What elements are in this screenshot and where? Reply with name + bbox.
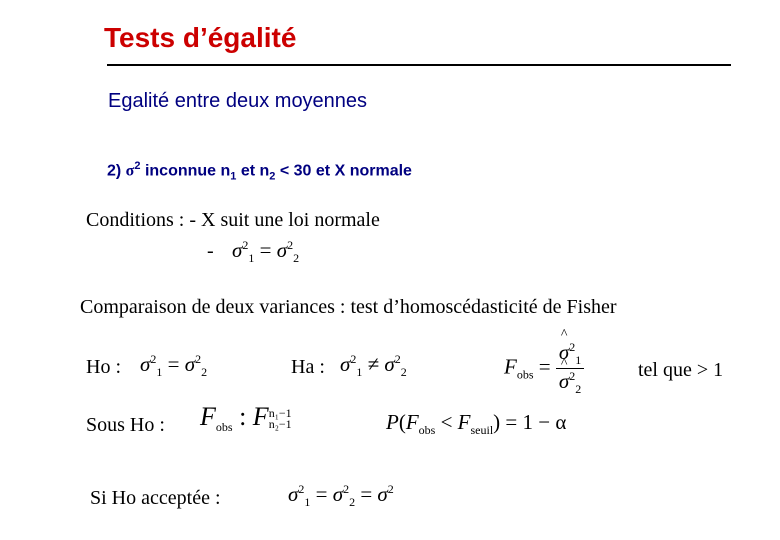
slide-title: Tests d’égalité (104, 22, 297, 53)
ha-label: Ha : (291, 356, 325, 378)
conditions-line: Conditions : - X suit une loi normale (86, 209, 380, 231)
case-text-3: < 30 et X normale (275, 162, 412, 180)
conditions-dash: - (207, 240, 214, 262)
fobs-ratio-formula: $F_{obs}$ = ^ $\sigma^2_1$ ^ $\sigma^2_2$ (504, 340, 584, 397)
case-sigma-exp: 2 (134, 160, 141, 172)
comparison-line: Comparaison de deux variances : test d’homoscédasticité de Fisher (80, 296, 617, 318)
ho-formula: $\sigma^2_1 = \sigma^2_2$ (140, 352, 208, 380)
ha-formula: $\sigma^2_1 \ne \sigma^2_2$ (340, 352, 407, 380)
section-subtitle: Egalité entre deux moyennes (108, 90, 368, 112)
common-variance-formula: $\sigma^2_1 = \sigma^2_2 = \sigma^2$ (288, 482, 394, 510)
ho-label: Ho : (86, 356, 121, 378)
accepted-label: Si Ho acceptée : (90, 487, 221, 509)
fisher-distribution-formula: $F_{obs}$ : F n₁−1 n₂−1 (200, 402, 292, 435)
variance-equality-formula: $\sigma^2_1 = \sigma^2_2$ (232, 238, 300, 266)
title-underline (107, 64, 731, 66)
case-n2-sub: 2 (269, 170, 276, 183)
case-sigma: σ (125, 162, 135, 180)
sous-ho-label: Sous Ho : (86, 414, 165, 436)
case-prefix: 2) (107, 162, 126, 180)
fobs-condition: tel que > 1 (638, 359, 724, 381)
case-heading (107, 160, 412, 183)
probability-formula: $P(F_{obs} < F_{seuil}) = 1 - \alpha$ (386, 410, 567, 438)
case-text-2: et n (236, 162, 270, 180)
case-n1-sub: 1 (230, 170, 237, 183)
case-text-1: inconnue n (140, 162, 231, 180)
